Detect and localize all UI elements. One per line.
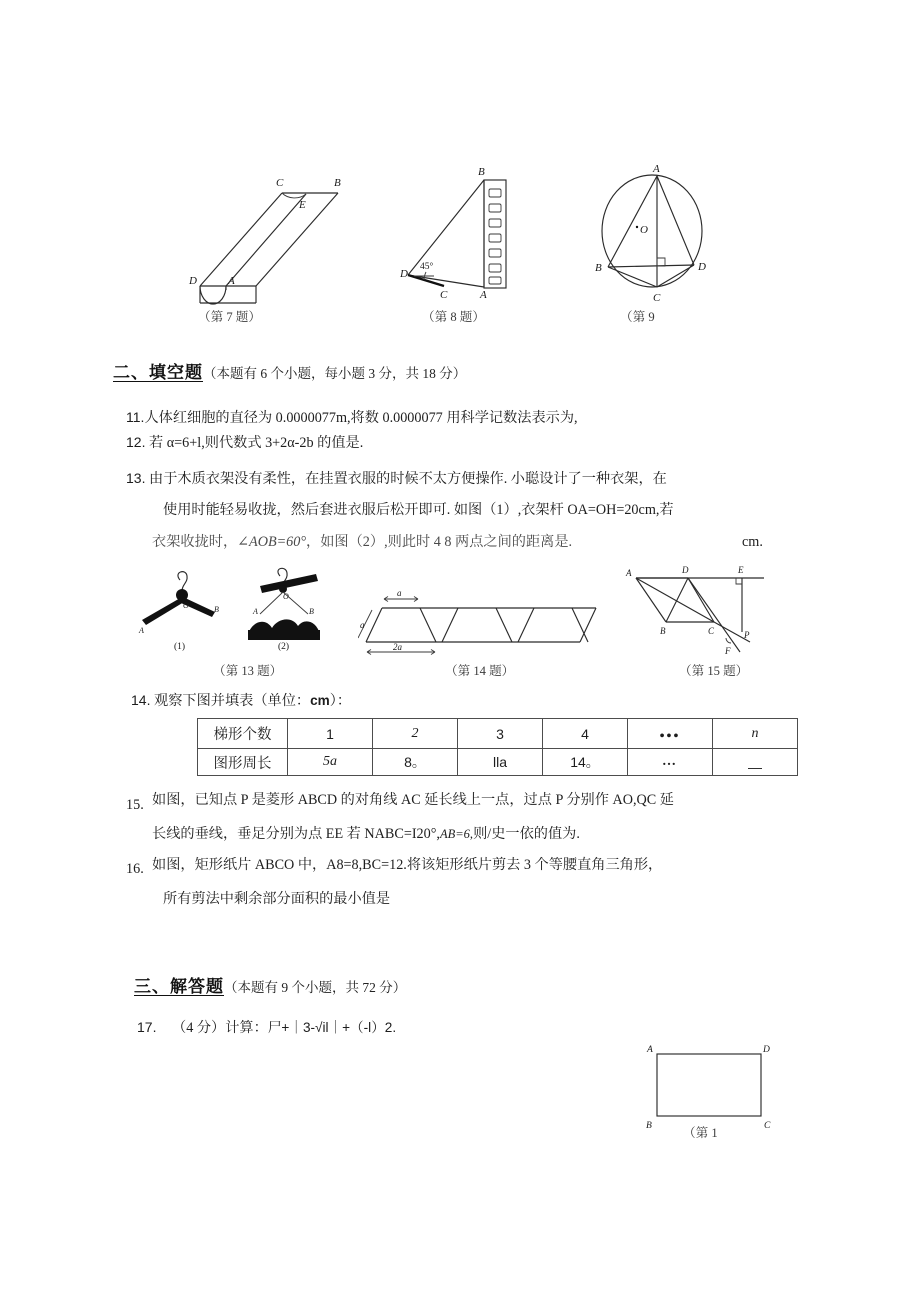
figure-7-caption: （第 7 题） bbox=[198, 310, 261, 324]
table-cell-count-4: 4 bbox=[543, 719, 628, 749]
question-15-line-2-wrap bbox=[152, 826, 580, 843]
question-16-line-2: 所有剪法中剩余部分面积的最小值是 bbox=[163, 891, 391, 907]
figure-question-13 bbox=[120, 562, 340, 654]
question-15-line-2a: 长线的垂线，垂足分别为点 EE 若 NABC=I20°, bbox=[152, 826, 440, 842]
table-cell-count-2: 2 bbox=[373, 719, 458, 749]
figure-14-dim-top: a bbox=[397, 588, 402, 598]
question-11-number: 11. bbox=[126, 409, 145, 425]
figure-15-label-B: B bbox=[660, 626, 666, 636]
figure-15-caption: （第 15 题） bbox=[679, 664, 749, 678]
question-13-line-3a: 衣架收拢时， bbox=[152, 534, 238, 550]
figure-14-dim-left: a bbox=[360, 620, 365, 630]
figure-8-label-A: A bbox=[480, 289, 487, 301]
question-15-line-1: 如图，已知点 P 是菱形 ABCD 的对角线 AC 延长线上一点，过点 P 分别作 AO,QC 延 bbox=[152, 792, 674, 808]
question-12 bbox=[126, 434, 363, 452]
figure-8-caption: （第 8 题） bbox=[422, 310, 485, 324]
figure-9-label-B: B bbox=[595, 262, 602, 274]
table-row-header-perimeter: 图形周长 bbox=[198, 749, 288, 776]
table-cell-count-1: 1 bbox=[288, 719, 373, 749]
question-16-number: 16. bbox=[126, 861, 144, 877]
question-14-unit: cm bbox=[310, 693, 330, 708]
figure-9-label-D: D bbox=[698, 261, 706, 273]
question-13-line-3c: ，如图（2）,则此时 4 8 两点之间的距离是. bbox=[306, 534, 573, 550]
question-13-unit: cm. bbox=[742, 534, 763, 550]
question-14-text: 观察下图并填表（单位： bbox=[154, 693, 311, 709]
table-row-header-count: 梯形个数 bbox=[198, 719, 288, 749]
question-13-line-2: 使用时能轻易收拢，然后套进衣服后松开即可. 如图（1）,衣架杆 OA=OH=20cm,若 bbox=[163, 502, 674, 518]
question-13-angle-condition: ∠AOB=60° bbox=[237, 534, 307, 550]
question-16-line-1: 如图，矩形纸片 ABCO 中，A8=8,BC=12.将该矩形纸片剪去 3 个等腰直角三角形， bbox=[152, 857, 663, 873]
section-three-heading bbox=[134, 972, 406, 997]
figure-9-label-C: C bbox=[653, 292, 661, 303]
figure-15-label-C: C bbox=[708, 626, 715, 636]
figure-17-caption: （第 1 bbox=[683, 1126, 718, 1140]
section-two-subtitle: （本题有 6 个小题，每小题 3 分，共 18 分） bbox=[203, 366, 467, 381]
question-17-label: 计算： bbox=[225, 1020, 268, 1036]
figure-13-2-label-A: A bbox=[253, 607, 258, 616]
question-11-text: 人体红细胞的直径为 0.0000077m,将数 0.0000077 用科学记数法表示为, bbox=[144, 410, 578, 426]
figure-question-7 bbox=[186, 160, 386, 305]
section-three-title: 三、解答题 bbox=[134, 977, 224, 996]
question-17-expression: 尸+｜3-√il｜+（-l）2. bbox=[267, 1020, 397, 1035]
figure-9-caption: （第 9 bbox=[620, 310, 655, 324]
table-cell-perimeter-3: lla bbox=[458, 749, 543, 776]
figure-15-label-P: P bbox=[744, 630, 750, 640]
question-13-line-1: 由于木质衣架没有柔性，在挂置衣服的时候不太方便操作. 小聪设计了一种衣架，在 bbox=[149, 471, 667, 487]
figure-17-label-B: B bbox=[646, 1121, 652, 1131]
question-14-table bbox=[197, 718, 798, 776]
section-two-heading bbox=[113, 358, 466, 383]
question-15-side-condition: AB=6, bbox=[439, 827, 474, 841]
figure-7-label-C: C bbox=[276, 177, 284, 189]
figure-13-2-label-O: O bbox=[283, 592, 289, 601]
figure-17-label-D: D bbox=[763, 1045, 770, 1055]
figure-17-label-A: A bbox=[647, 1045, 653, 1055]
table-cell-count-ellipsis: ••• bbox=[628, 719, 713, 749]
figure-13-1-label-B: B bbox=[214, 605, 219, 614]
table-row bbox=[198, 719, 798, 749]
question-17-marks: （4 分） bbox=[172, 1020, 226, 1036]
figure-question-15 bbox=[622, 560, 802, 660]
table-row bbox=[198, 749, 798, 776]
figure-8-label-B: B bbox=[478, 166, 485, 178]
figure-13-subcaption-1: (1) bbox=[174, 642, 186, 652]
figure-8-angle-label: 45° bbox=[420, 262, 434, 272]
question-15-line-2c: 则/史一依的值为. bbox=[473, 826, 580, 842]
question-13-line-2-wrap bbox=[163, 502, 674, 519]
figure-14-dim-bottom: 2a bbox=[393, 642, 402, 652]
figure-7-label-A: A bbox=[228, 275, 235, 287]
figure-7-label-B: B bbox=[334, 177, 341, 189]
question-12-number: 12. bbox=[126, 434, 146, 450]
figure-14-caption: （第 14 题） bbox=[445, 664, 515, 678]
figure-question-8 bbox=[400, 163, 555, 303]
table-cell-count-3: 3 bbox=[458, 719, 543, 749]
table-cell-perimeter-2: 8。 bbox=[373, 749, 458, 776]
question-17-number: 17. bbox=[137, 1019, 157, 1035]
question-17 bbox=[137, 1019, 396, 1037]
question-13-line-3-wrap bbox=[152, 534, 572, 551]
question-11 bbox=[126, 409, 578, 427]
question-13-number-wrap bbox=[126, 470, 667, 488]
figure-question-14 bbox=[358, 586, 603, 658]
figure-13-1-label-O: O bbox=[183, 601, 189, 610]
figure-8-label-C: C bbox=[440, 289, 448, 301]
figure-15-label-F: F bbox=[725, 646, 731, 656]
section-two-title: 二、填空题 bbox=[113, 363, 203, 382]
figure-15-label-D: D bbox=[682, 565, 689, 575]
table-cell-perimeter-4: 14。 bbox=[543, 749, 628, 776]
table-cell-count-n: n bbox=[713, 719, 798, 749]
section-three-subtitle: （本题有 9 个小题，共 72 分） bbox=[224, 980, 407, 995]
figure-13-1-label-A: A bbox=[139, 626, 144, 635]
question-15-number: 15. bbox=[126, 797, 144, 813]
table-cell-perimeter-n: — bbox=[713, 749, 798, 776]
figure-7-label-D: D bbox=[189, 275, 197, 287]
figure-9-label-A: A bbox=[653, 163, 660, 175]
figure-13-subcaption-2: (2) bbox=[278, 642, 290, 652]
figure-9-label-O: O bbox=[640, 224, 648, 236]
figure-15-label-A: A bbox=[626, 568, 632, 578]
figure-13-caption: （第 13 题） bbox=[213, 664, 283, 678]
figure-15-label-E: E bbox=[738, 565, 744, 575]
figure-question-9 bbox=[590, 163, 740, 303]
question-14-number: 14. bbox=[131, 692, 151, 708]
question-14-text-end: ）： bbox=[329, 693, 352, 709]
question-13-number: 13. bbox=[126, 470, 146, 486]
table-cell-perimeter-1: 5a bbox=[288, 749, 373, 776]
table-cell-perimeter-ellipsis: … bbox=[628, 749, 713, 776]
figure-7-label-E: E bbox=[299, 199, 306, 211]
figure-8-label-D: D bbox=[400, 268, 408, 280]
question-12-text: 若 α=6+l,则代数式 3+2α-2b 的值是. bbox=[149, 435, 364, 451]
figure-17-label-C: C bbox=[764, 1121, 771, 1131]
figure-13-2-label-B: B bbox=[309, 607, 314, 616]
question-14 bbox=[131, 692, 351, 710]
